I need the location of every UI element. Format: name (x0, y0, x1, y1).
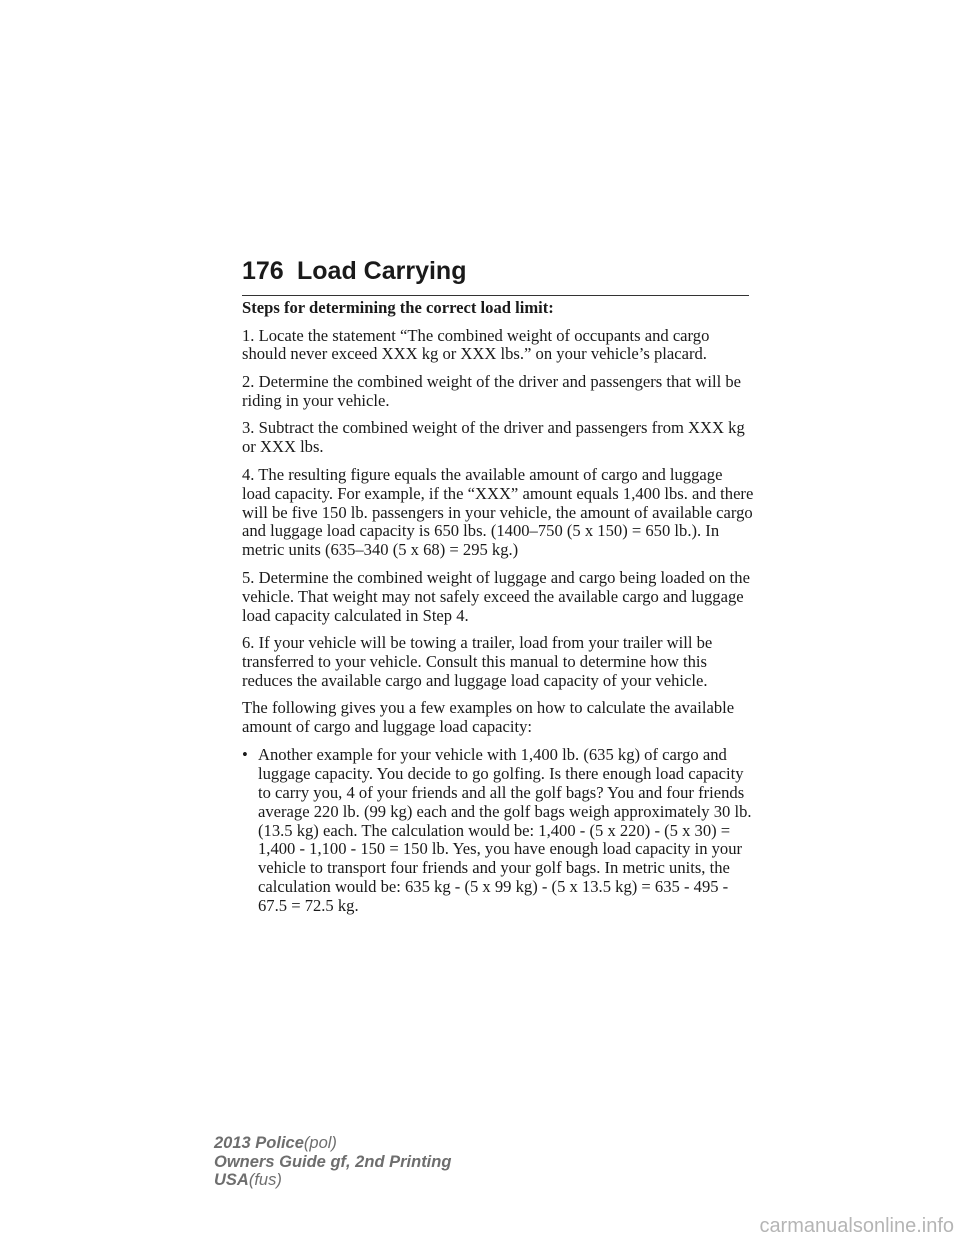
footer-guide: Owners Guide gf, 2nd Printing (214, 1152, 452, 1171)
step-5: 5. Determine the combined weight of luggage and cargo being loaded on the vehicle. That weight may not safely exceed the available cargo and luggage load capacity calculated in Step 4. (242, 567, 750, 625)
step-6: 6. If your vehicle will be towing a trailer, load from your trailer will be transferred to your vehicle. Consult this manual to determine how this reduces the available cargo and luggage load capacity of your vehicle. (242, 633, 713, 690)
footer-model: 2013 Police (214, 1134, 304, 1152)
page-header (242, 255, 749, 296)
footer-line-model (214, 1134, 451, 1153)
footer-market-code: (fus) (248, 1171, 282, 1189)
bullet-icon: • (242, 744, 248, 764)
section-title: Load Carrying (297, 257, 467, 285)
watermark: carmanualsonline.info (759, 1215, 954, 1237)
step-2: 2. Determine the combined weight of the driver and passengers that will be riding in your vehicle. (242, 371, 742, 410)
steps-heading: Steps for determining the correct load limit: (242, 298, 554, 317)
page-number: 176 (242, 257, 284, 285)
step-3: 3. Subtract the combined weight of the driver and passengers from XXX kg or XXX lbs. (242, 418, 745, 457)
step-1: 1. Locate the statement “The combined weight of occupants and cargo should never exceed XXX kg or XXX lbs.” on your vehicle’s placard. (242, 325, 710, 364)
example-bullet-item (242, 746, 754, 916)
document-footer (214, 1134, 451, 1190)
footer-line-market (214, 1171, 451, 1190)
footer-model-code: (pol) (303, 1134, 337, 1152)
step-4: 4. The resulting figure equals the available amount of cargo and luggage load capacity. For example, if the “XXX” amount equals 1,400 lbs. and there will be five 150 lb. passengers in your vehicle, the amount of available cargo and luggage load capacity is 650 lbs. (1400–750 (5 x 150) = 650 lb.). In metric units (635–340 (5 x 68) = 295 kg.) (242, 464, 754, 560)
examples-intro: The following gives you a few examples on how to calculate the available amount of cargo and luggage load capacity: (242, 698, 735, 737)
footer-market: USA (214, 1171, 249, 1189)
example-bullet-text: Another example for your vehicle with 1,400 lb. (635 kg) of cargo and luggage capacity. You decide to go golfing. Is there enough load capacity to carry you, 4 of your friends and all the golf bags? You and four friends average 220 lb. (99 kg) each and the golf bags weigh approximately 30 lb. (13.5 kg) each. The calculation would be: 1,400 - (5 x 220) - (5 x 30) = 1,400 - 1,100 - 150 = 150 lb. Yes, you have enough load capacity in your vehicle to transport four friends and your golf bags. In metric units, the calculation would be: 635 kg - (5 x 99 kg) - (5 x 13.5 kg) = 635 - 495 - 67.5 = 72.5 kg. (258, 744, 752, 916)
footer-line-guide (214, 1153, 451, 1172)
page-content (242, 299, 754, 916)
